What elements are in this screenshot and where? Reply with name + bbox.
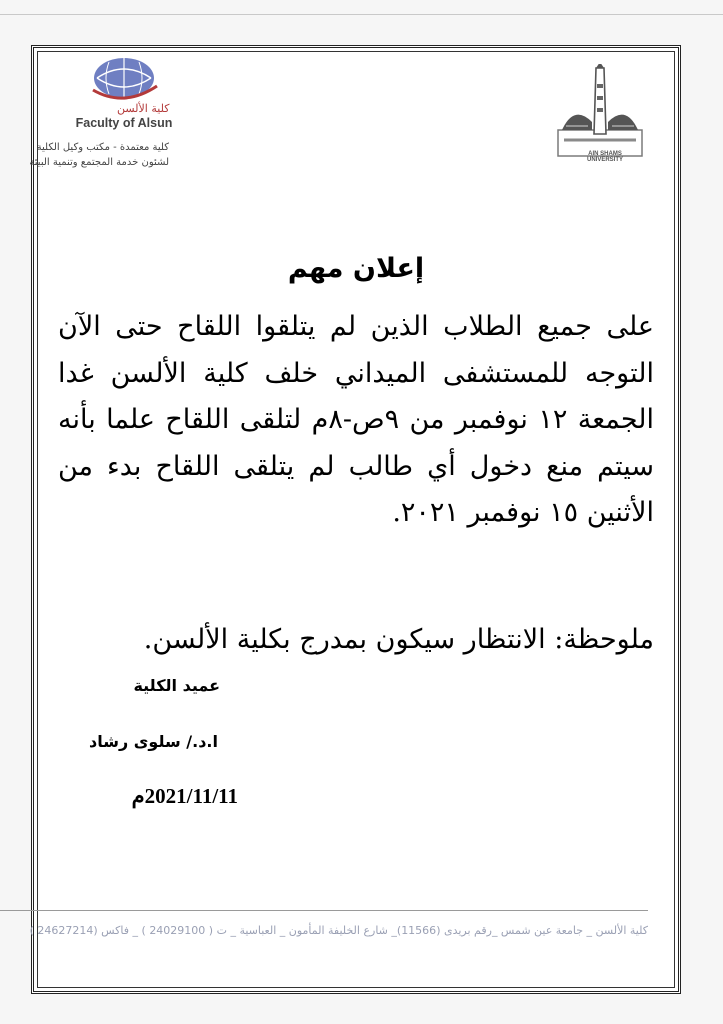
footer-rule xyxy=(0,910,648,911)
footer-address: كلية الألسن _ جامعة عين شمس _رقم بريدى (11566)_ شارع الخليفة المأمون _ العباسية _ ت ( 24029100 ) _ فاكس (24627214 ) xyxy=(29,924,648,937)
announcement-date: 2021/11/11م xyxy=(131,784,238,808)
obelisk-emblem-icon xyxy=(544,64,654,164)
globe-icon xyxy=(89,56,159,104)
top-rule xyxy=(0,14,723,15)
signatory-name: ا.د./ سلوى رشاد xyxy=(89,732,218,751)
faculty-english-name: Faculty of Alsun xyxy=(75,116,173,130)
university-name: AIN SHAMS UNIVERSITY xyxy=(586,151,623,163)
document-page xyxy=(31,45,681,994)
faculty-arabic-name: كلية الألسن xyxy=(117,102,170,115)
faculty-subtitle-line1: كلية معتمدة - مكتب وكيل الكلية xyxy=(36,142,169,153)
signatory-role: عميد الكلية xyxy=(133,676,220,695)
announcement-title: إعلان مهم xyxy=(287,253,425,284)
announcement-body: على جميع الطلاب الذين لم يتلقوا اللقاح حتى الآن التوجه للمستشفى الميداني خلف كلية الألسن غدا الجمعة ١٢ نوفمبر من ٩ص-٨م لتلقى اللقاح علما بأنه سيتم منع دخول أي طالب لم يتلقى اللقاح بدء من الأثنين ١٥ نوفمبر ٢٠٢١. xyxy=(58,311,654,528)
university-logo xyxy=(544,64,654,168)
announcement-note: ملوحظة: الانتظار سيكون بمدرج بكلية الألسن. xyxy=(143,624,654,655)
faculty-subtitle-line2: لشئون خدمة المجتمع وتنمية البيئة xyxy=(29,157,169,168)
faculty-logo xyxy=(49,56,199,130)
